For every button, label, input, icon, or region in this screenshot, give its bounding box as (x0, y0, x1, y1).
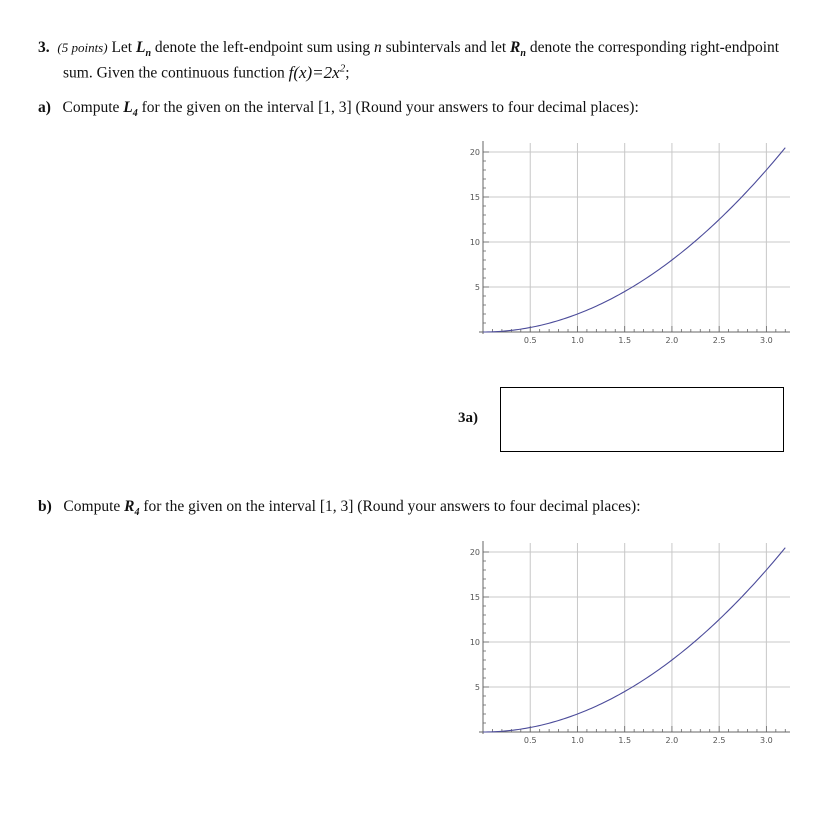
problem-statement-line1 (38, 39, 779, 59)
symbol-L: $L_n$ (135, 39, 152, 60)
part-a-label: a) (38, 99, 51, 116)
text-end: denote the corresponding right-endpoint (529, 39, 780, 56)
y-tick-label: 10 (469, 638, 480, 647)
x-tick-label: 2.5 (712, 336, 726, 345)
answer-3a-box[interactable] (500, 387, 784, 452)
part-a-text-pre: Compute (62, 99, 120, 116)
function-expression: $f(x)=2x^2$ (288, 62, 346, 82)
function-curve (483, 548, 785, 732)
plot-a (462, 140, 792, 350)
y-tick-label: 20 (469, 548, 480, 557)
x-tick-label: 1.0 (571, 336, 584, 345)
y-tick-label: 5 (474, 283, 480, 292)
part-a-text-post: for the given on the interval [1, 3] (Round your answers to four decimal places): (141, 99, 639, 116)
x-tick-label: 1.5 (618, 336, 632, 345)
text-mid: denote the left-endpoint sum using (154, 39, 371, 56)
part-b-symbol: $R_4$ (124, 498, 140, 519)
symbol-n: n (374, 39, 382, 56)
problem-statement-line2 (63, 62, 350, 83)
part-b-label: b) (38, 498, 52, 515)
part-b-prompt (38, 498, 641, 518)
semicolon: ; (345, 64, 350, 82)
y-tick-label: 15 (469, 593, 480, 602)
part-b-text-post: for the given on the interval [1, 3] (Round your answers to four decimal places): (143, 498, 641, 515)
y-tick-label: 10 (469, 238, 480, 247)
answer-3a-label: 3a) (458, 410, 478, 426)
x-tick-label: 0.5 (523, 736, 537, 745)
x-tick-label: 2.0 (665, 336, 679, 345)
part-a-symbol: $L_4$ (123, 99, 138, 120)
x-tick-label: 2.5 (712, 736, 726, 745)
part-b-text-pre: Compute (63, 498, 121, 515)
text-subs: subintervals and let (385, 39, 507, 56)
y-tick-label: 5 (474, 683, 480, 692)
problem-points: (5 points) (57, 40, 108, 55)
y-tick-label: 15 (469, 193, 480, 202)
x-tick-label: 3.0 (760, 736, 773, 745)
x-tick-label: 1.5 (618, 736, 632, 745)
symbol-R: $R_n$ (510, 39, 526, 60)
x-tick-label: 3.0 (760, 336, 773, 345)
x-tick-label: 2.0 (665, 736, 679, 745)
part-a-prompt (38, 99, 639, 119)
text-line2: sum. Given the continuous function (63, 64, 285, 82)
plot-b (462, 540, 792, 750)
x-tick-label: 0.5 (523, 336, 537, 345)
x-tick-label: 1.0 (571, 736, 584, 745)
problem-number: 3. (38, 39, 50, 56)
text-let: Let (111, 39, 133, 56)
function-curve (483, 148, 785, 332)
y-tick-label: 20 (469, 148, 480, 157)
